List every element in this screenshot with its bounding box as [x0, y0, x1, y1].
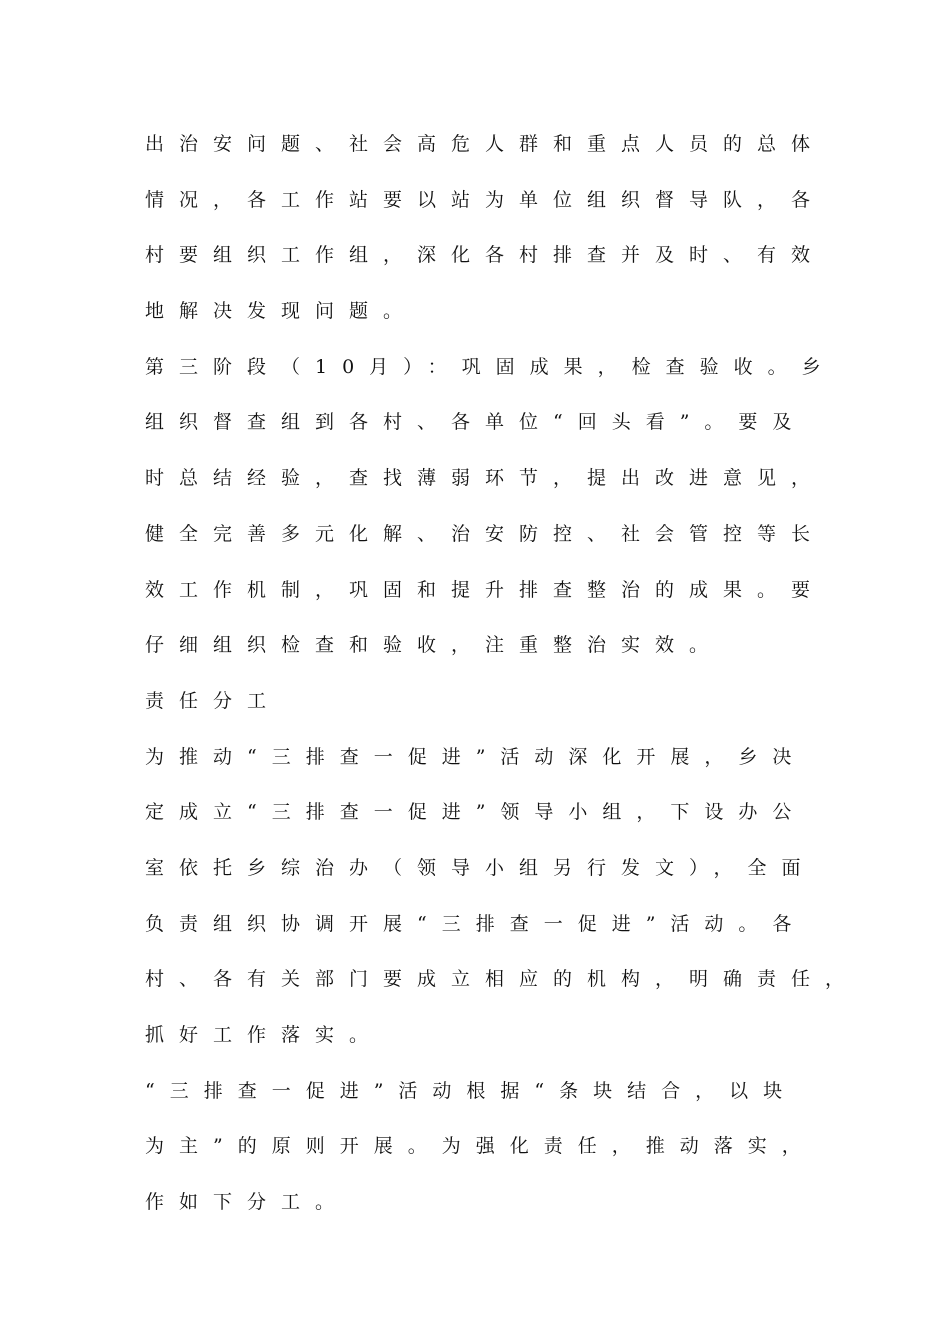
document-body: [145, 128, 860, 1242]
text-line: 室依托乡综治办（领导小组另行发文），全面: [145, 856, 816, 879]
text-line: 第三阶段（10月）：巩固成果，检查验收。乡: [145, 355, 836, 378]
text-line: 健全完善多元化解、治安防控、社会管控等长: [145, 522, 826, 545]
text-line: 为主”的原则开展。为强化责任，推动落实，: [145, 1135, 816, 1158]
text-line: 地解决发现问题。: [145, 300, 418, 323]
text-line: 村、各有关部门要成立相应的机构，明确责任，: [145, 968, 860, 991]
text-line: 出治安问题、社会高危人群和重点人员的总体: [145, 133, 826, 155]
text-line: 定成立“三排查一促进”领导小组，下设办公: [145, 801, 807, 824]
text-line: 仔细组织检查和验收，注重整治实效。: [145, 634, 724, 657]
text-line: “三排查一促进”活动根据“条块结合，以块: [145, 1079, 798, 1102]
text-line: 负责组织协调开展“三排查一促进”活动。各: [145, 912, 807, 935]
text-line: 效工作机制，巩固和提升排查整治的成果。要: [145, 578, 826, 601]
text-line: 情况，各工作站要以站为单位组织督导队，各: [145, 188, 826, 211]
text-line: 抓好工作落实。: [145, 1024, 384, 1046]
section-heading: 责任分工: [145, 689, 282, 712]
text-line: 村要组织工作组，深化各村排查并及时、有效: [145, 244, 826, 267]
text-line: 时总结经验，查找薄弱环节，提出改进意见，: [145, 467, 826, 490]
text-line: 作如下分工。: [145, 1191, 350, 1214]
text-line: 为推动“三排查一促进”活动深化开展，乡决: [145, 745, 807, 768]
text-line: 组织督查组到各村、各单位“回头看”。要及: [145, 411, 807, 434]
